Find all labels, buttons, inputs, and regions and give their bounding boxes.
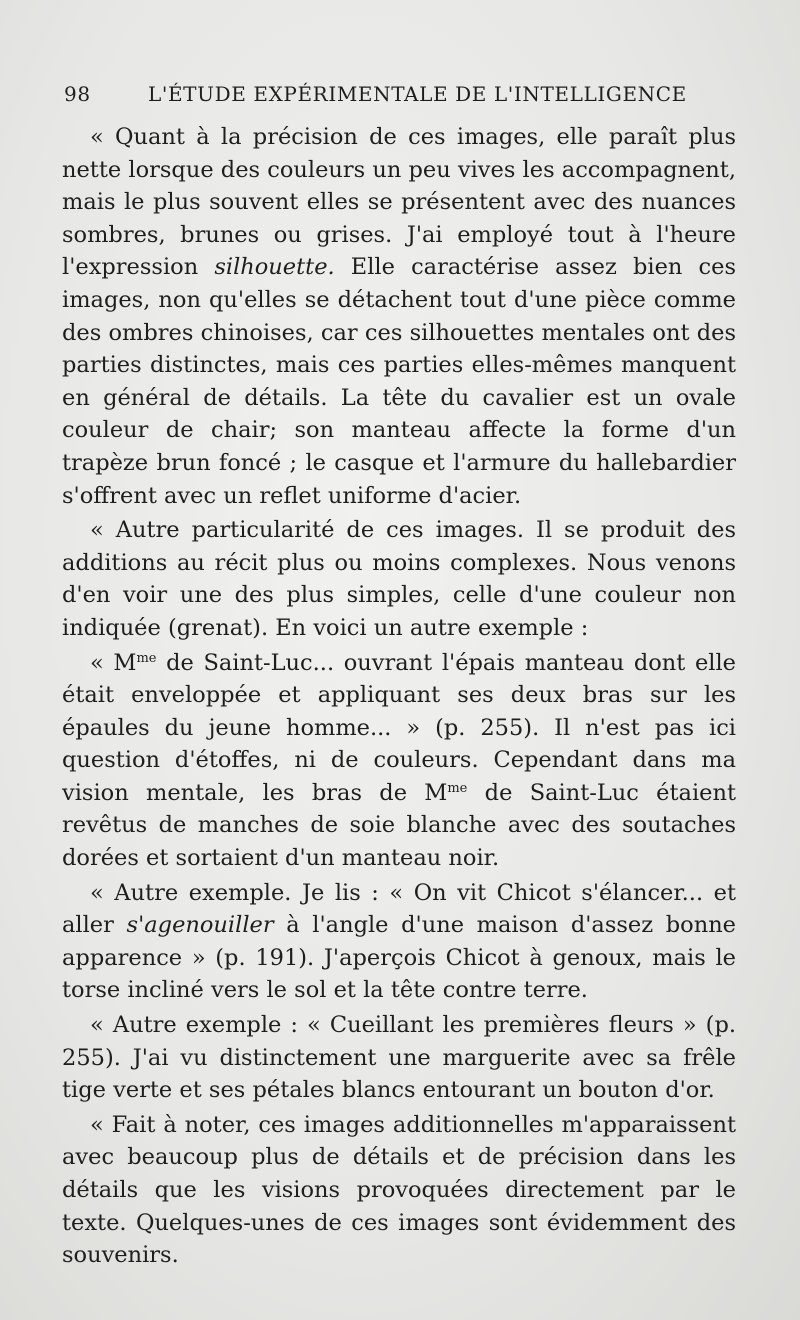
paragraph-1 (62, 121, 736, 512)
paragraph-3-part-c: de Saint-Luc étaient revêtus de manches de soie blanche avec des soutaches dorées et sortaient d'un manteau noir. (62, 779, 736, 872)
paragraph-1-text-end: Elle caractérise assez bien ces images, non qu'elles se détachent tout d'une pièce comme des ombres chinoises, car ces silhouettes mentales ont des parties distinctes, mais ces parties elles-mêmes manquent en général de détails. La tête du cavalier est un ovale couleur de chair; son manteau affecte la forme d'un trapèze brun foncé ; le casque et l'armure du hallebardier s'offrent avec un reflet uniforme d'acier. (62, 254, 736, 509)
italic-term: s'agenouiller (126, 912, 274, 939)
paragraph-5: « Autre exemple : « Cueillant les premières fleurs » (p. 255). J'ai vu distinctement une marguerite avec sa frêle tige verte et ses pétales blancs entourant un bouton d'or. (62, 1012, 736, 1104)
italic-term: silhouette. (214, 254, 335, 281)
paragraph-6: « Fait à noter, ces images additionnelles m'apparaissent avec beaucoup plus de détails et de précision dans les détails que les visions provoquées directement par le texte. Quelques-unes de ces images sont évidemment des souvenirs. (62, 1111, 736, 1269)
page-number: 98 (64, 82, 91, 106)
running-title: L'ÉTUDE EXPÉRIMENTALE DE L'INTELLIGENCE (148, 82, 687, 106)
superscript-me: me (447, 780, 468, 796)
paragraph-4-text-end: à l'angle d'une maison d'assez bonne apparence » (p. 191). J'aperçois Chicot à genoux, mais le torse incliné vers le sol et la tête contre terre. (62, 912, 736, 1004)
paragraph-3-part-a: « M (90, 649, 137, 676)
paragraph-2: « Autre particularité de ces images. Il se produit des additions au récit plus ou moins complexes. Nous venons d'en voir une des plus simples, celle d'une couleur non indiquée (grenat). En voici un autre exemple : (62, 517, 736, 641)
paragraph-3 (62, 647, 736, 875)
paragraph-4-text-start: « Autre exemple. Je lis : « On vit Chicot s'élancer... et aller (62, 879, 736, 939)
paragraph-3-part-b: de Saint-Luc... ouvrant l'épais manteau dont elle était enveloppée et appliquant ses deux bras sur les épaules du jeune homme... » (p. 255). Il n'est pas ici question d'étoffes, ni de couleurs. Cependant dans ma vision mentale, les bras de M (62, 649, 736, 806)
superscript-me: me (136, 650, 157, 666)
paragraph-4 (62, 877, 736, 1007)
paragraph-1-text-start: « Quant à la précision de ces images, elle paraît plus nette lorsque des couleurs un peu vives les accompagnent, mais le plus souvent elles se présentent avec des nuances sombres, brunes ou grises. J'ai employé tout à l'heure l'expression (62, 124, 736, 281)
body-text (62, 121, 736, 1272)
